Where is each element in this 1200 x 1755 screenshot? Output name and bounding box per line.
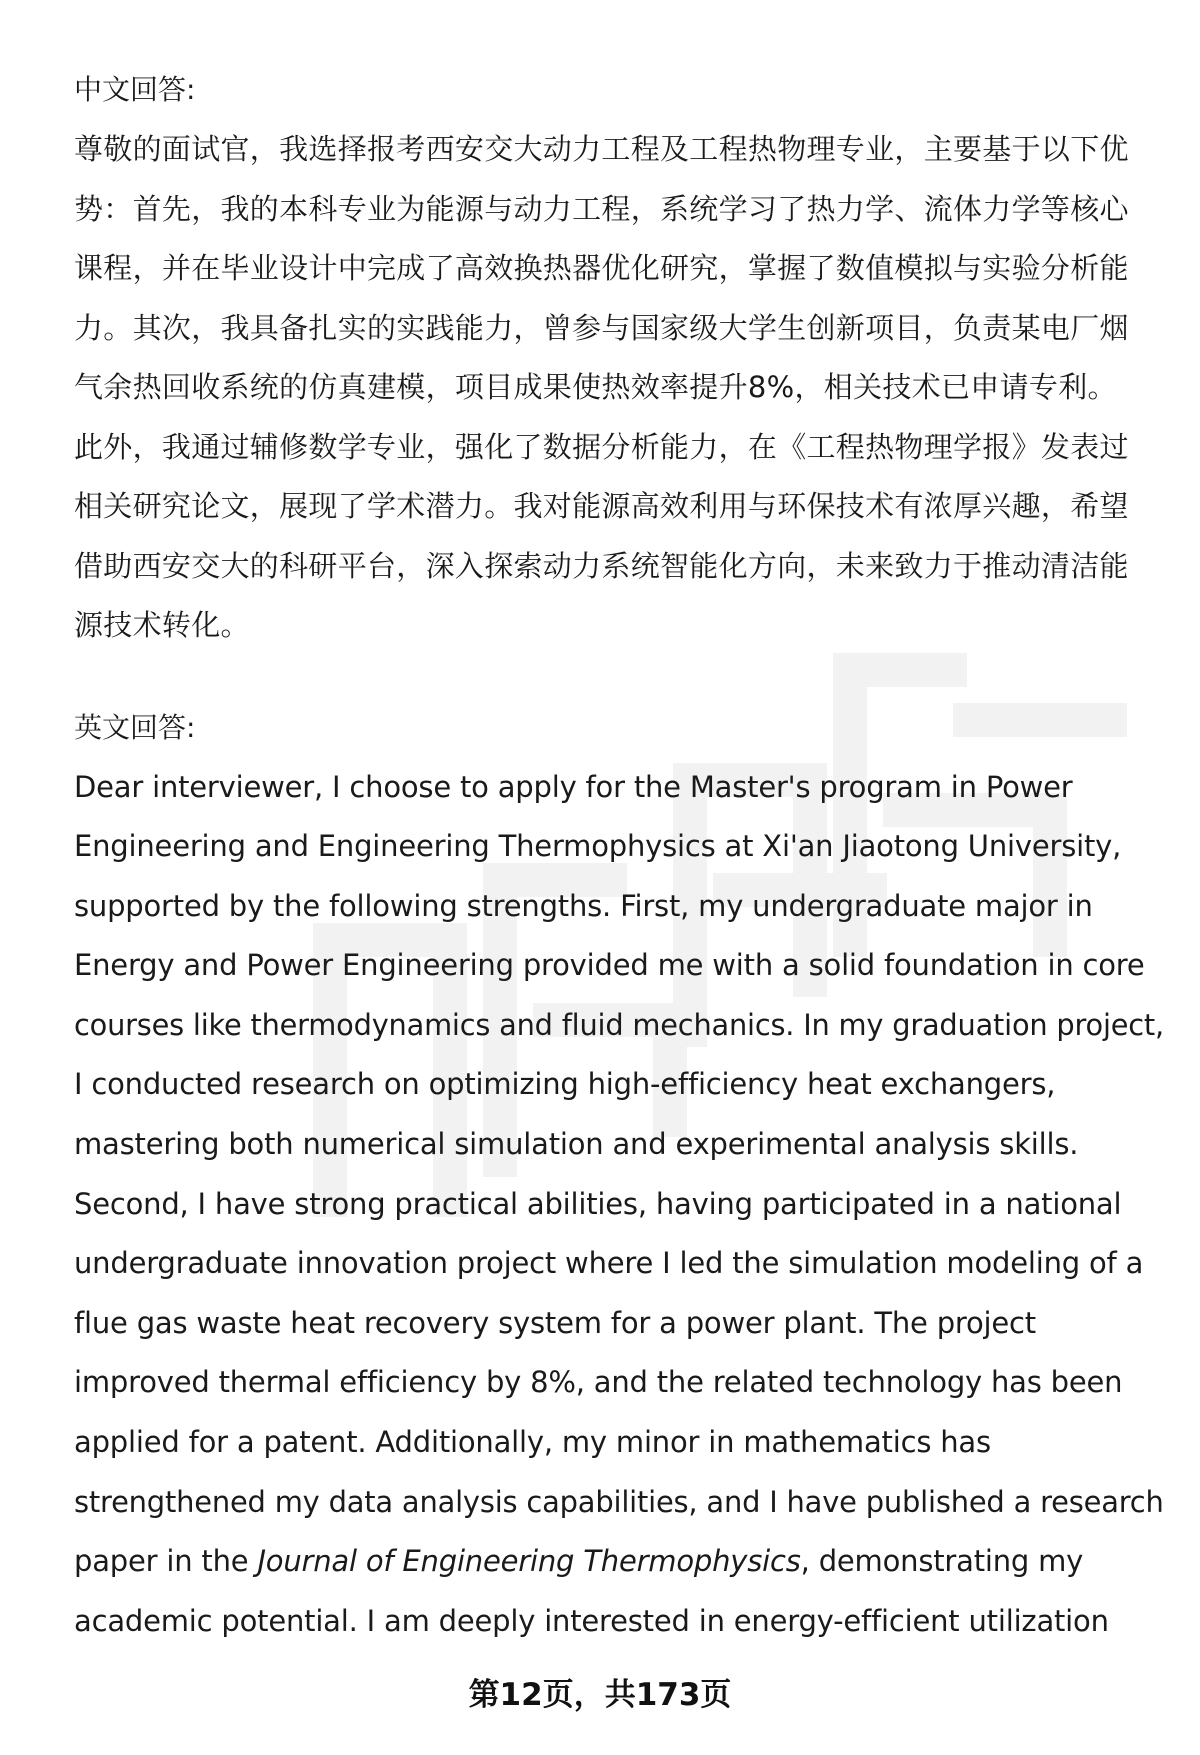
english-answer-heading: 英文回答: [74,710,196,744]
en-line: Engineering and Engineering Thermophysics at Xi'an Jiaotong University, [74,829,1122,864]
cn-line: 力。其次，我具备扎实的实践能力，曾参与国家级大学生创新项目，负责某电厂烟 [74,310,1129,345]
cn-line: 课程，并在毕业设计中完成了高效换热器优化研究，掌握了数值模拟与实验分析能 [74,251,1129,285]
en-line: academic potential. I am deeply interested in energy-efficient utilization [74,1603,1109,1638]
en-line: I conducted research on optimizing high-efficiency heat exchangers, [74,1067,1056,1102]
cn-line: 势：首先，我的本科专业为能源与动力工程，系统学习了热力学、流体力学等核心 [74,191,1129,226]
document-content [74,60,1164,1651]
cn-line: 借助西安交大的科研平台，深入探索动力系统智能化方向，未来致力于推动清洁能 [74,548,1129,583]
en-line: flue gas waste heat recovery system for a power plant. The project [74,1305,1036,1340]
cn-line: 相关研究论文，展现了学术潜力。我对能源高效利用与环保技术有浓厚兴趣，希望 [74,489,1129,523]
cn-line: 尊敬的面试官，我选择报考西安交大动力工程及工程热物理专业，主要基于以下优 [74,132,1129,166]
english-answer-body [74,758,1164,1652]
page-number-footer: 第12页，共173页 [468,1677,732,1713]
en-line: undergraduate innovation project where I led the simulation modeling of a [74,1246,1144,1281]
en-line-14-after: , demonstrating my [800,1544,1084,1579]
cn-line: 气余热回收系统的仿真建模，项目成果使热效率提升8%，相关技术已申请专利。 [74,370,1117,404]
en-line: applied for a patent. Additionally, my minor in mathematics has [74,1425,991,1460]
journal-title: Journal of Engineering Thermophysics [257,1544,801,1579]
en-line: Dear interviewer, I choose to apply for the Master's program in Power [74,769,1073,804]
en-line-14-before: paper in the [74,1544,258,1579]
en-line: strengthened my data analysis capabilities, and I have published a research [74,1484,1164,1519]
en-line: Energy and Power Engineering provided me with a solid foundation in core [74,948,1145,983]
cn-line: 源技术转化。 [74,608,250,642]
chinese-answer-body [74,120,1154,656]
en-line: improved thermal efficiency by 8%, and the related technology has been [74,1365,1123,1400]
en-line: mastering both numerical simulation and experimental analysis skills. [74,1127,1079,1162]
en-line: courses like thermodynamics and fluid mechanics. In my graduation project, [74,1007,1164,1042]
en-line-with-journal [74,1532,1154,1592]
section-spacer [74,656,1154,698]
en-line: Second, I have strong practical abilities, having participated in a national [74,1186,1122,1221]
en-line: supported by the following strengths. First, my undergraduate major in [74,888,1093,923]
cn-line: 此外，我通过辅修数学专业，强化了数据分析能力，在《工程热物理学报》发表过 [74,429,1129,464]
chinese-answer-heading: 中文回答: [74,73,196,106]
